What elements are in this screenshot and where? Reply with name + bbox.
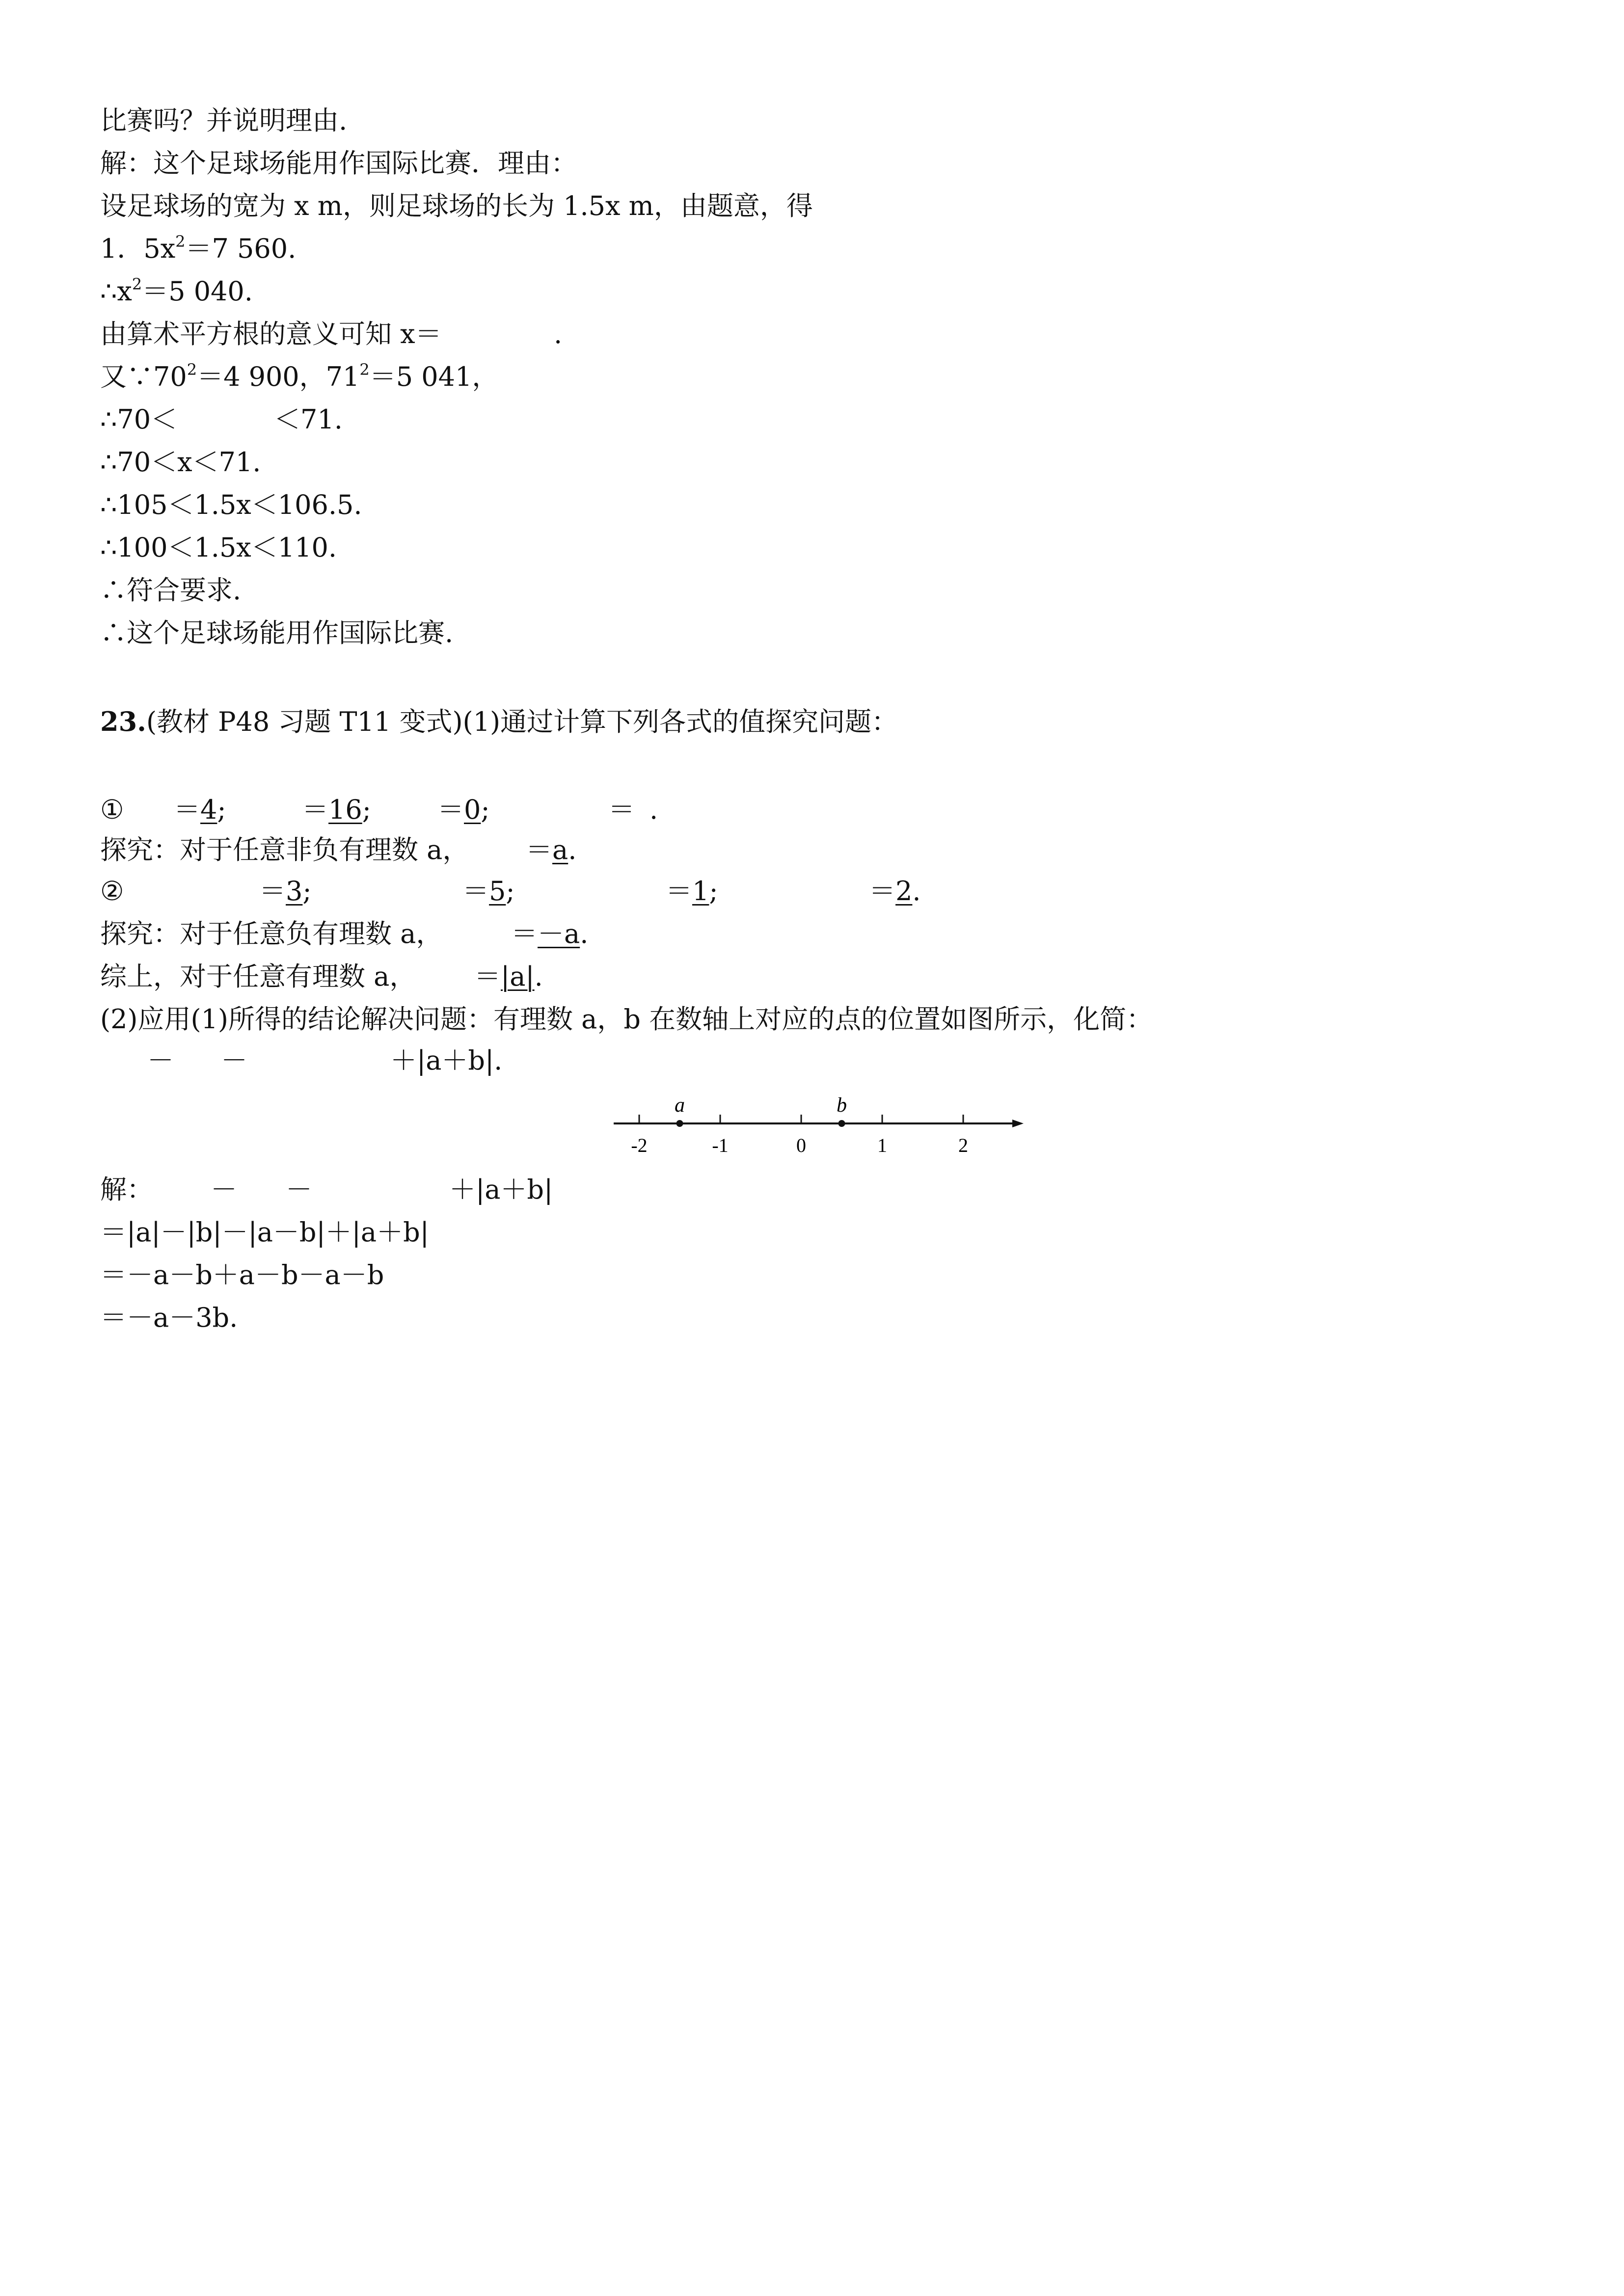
equation-line xyxy=(100,361,498,393)
question-number: 23. xyxy=(100,706,146,737)
question-intro: (教材 P48 习题 T11 变式)(1)通过计算下列各式的值探究问题： xyxy=(146,706,898,737)
answer: ＝－a. xyxy=(511,918,589,949)
answer: ＝|a|. xyxy=(474,961,543,992)
answer: ＝3; xyxy=(259,876,312,907)
answer-blank: |a| xyxy=(501,961,535,992)
part-2-prompt: (2)应用(1)所得的结论解决问题：有理数 a，b 在数轴上对应的点的位置如图所示，化简： xyxy=(100,1004,1153,1035)
tick-label: -1 xyxy=(712,1134,729,1156)
point-label: a xyxy=(675,1094,685,1117)
explore-line: 探究：对于任意非负有理数 a， xyxy=(100,834,469,865)
answer-blank: 3 xyxy=(286,876,303,907)
equation-line xyxy=(100,233,296,265)
text: ＝5 041， xyxy=(369,361,499,392)
exponent: 2 xyxy=(175,232,186,251)
text-line: ∴符合要求. xyxy=(100,575,242,606)
minus: － xyxy=(147,1045,174,1076)
circled-2: ② xyxy=(100,876,124,907)
text: ＜71. xyxy=(274,404,343,435)
text-line: 比赛吗？并说明理由. xyxy=(100,105,348,136)
tick-label: 0 xyxy=(796,1134,806,1156)
answer: ＝0; xyxy=(437,794,490,825)
solution-step: ＝|a|－|b|－|a－b|＋|a＋b| xyxy=(100,1217,429,1248)
point-b xyxy=(839,1120,845,1127)
summary-line: 综上，对于任意有理数 a， xyxy=(100,961,416,992)
tick-label: -2 xyxy=(631,1134,648,1156)
solution-step: ＝－a－3b. xyxy=(100,1302,238,1333)
point-a xyxy=(677,1120,683,1127)
explore-line: 探究：对于任意负有理数 a， xyxy=(100,918,443,949)
text: ＝5 040. xyxy=(142,276,253,307)
text-line: 解：这个足球场能用作国际比赛．理由： xyxy=(100,148,577,179)
answer-blank: 16 xyxy=(328,794,362,825)
answer-blank: 1 xyxy=(692,876,709,907)
equation-line xyxy=(100,276,253,307)
tick-label: 2 xyxy=(958,1134,968,1156)
text: ∴x xyxy=(100,276,132,307)
minus: － xyxy=(221,1045,247,1076)
answer: ＝2. xyxy=(869,876,921,907)
text: ＝7 560. xyxy=(185,233,297,264)
text: ＝4 900，71 xyxy=(197,361,360,392)
answer: ＝5; xyxy=(462,876,515,907)
axis-arrow-icon xyxy=(1012,1120,1024,1127)
period: . xyxy=(650,794,658,825)
period: . xyxy=(554,319,563,349)
text-line: 设足球场的宽为 x m，则足球场的长为 1.5x m，由题意，得 xyxy=(100,190,813,221)
answer: ＝a. xyxy=(526,834,577,865)
text-line: ∴105＜1.5x＜106.5. xyxy=(100,489,362,520)
expression-tail: ＋|a＋b| xyxy=(449,1174,553,1205)
point-label: b xyxy=(837,1094,847,1117)
answer: ＝16; xyxy=(302,794,371,825)
circled-1: ① xyxy=(100,794,124,825)
text: 又∵70 xyxy=(100,361,187,392)
minus: － xyxy=(211,1174,237,1205)
answer: ＝4; xyxy=(174,794,226,825)
expression-tail: ＋|a＋b|. xyxy=(390,1045,503,1076)
text: 1．5x xyxy=(100,233,176,264)
number-line xyxy=(604,1090,1036,1168)
answer: ＝ xyxy=(608,794,635,825)
text-line: ∴70＜ xyxy=(100,404,178,435)
answer-blank: 4 xyxy=(200,794,217,825)
solution-step: ＝－a－b＋a－b－a－b xyxy=(100,1259,384,1290)
text-line: ∴70＜x＜71. xyxy=(100,447,261,478)
text-line: ∴这个足球场能用作国际比赛. xyxy=(100,617,454,648)
tick-label: 1 xyxy=(877,1134,887,1156)
answer-blank: 2 xyxy=(895,876,913,907)
text-line: 由算术平方根的意义可知 x＝ xyxy=(100,319,442,349)
text-line: ∴100＜1.5x＜110. xyxy=(100,532,337,563)
exponent: 2 xyxy=(132,275,142,294)
answer-blank: 0 xyxy=(464,794,481,825)
question-23-heading xyxy=(100,706,898,738)
minus: － xyxy=(286,1174,312,1205)
answer: ＝1; xyxy=(666,876,718,907)
answer-blank: －a xyxy=(538,918,580,949)
solution-label: 解： xyxy=(100,1174,153,1205)
exponent: 2 xyxy=(187,360,197,379)
exponent: 2 xyxy=(359,360,370,379)
answer-blank: 5 xyxy=(489,876,506,907)
answer-blank: a xyxy=(552,834,568,865)
